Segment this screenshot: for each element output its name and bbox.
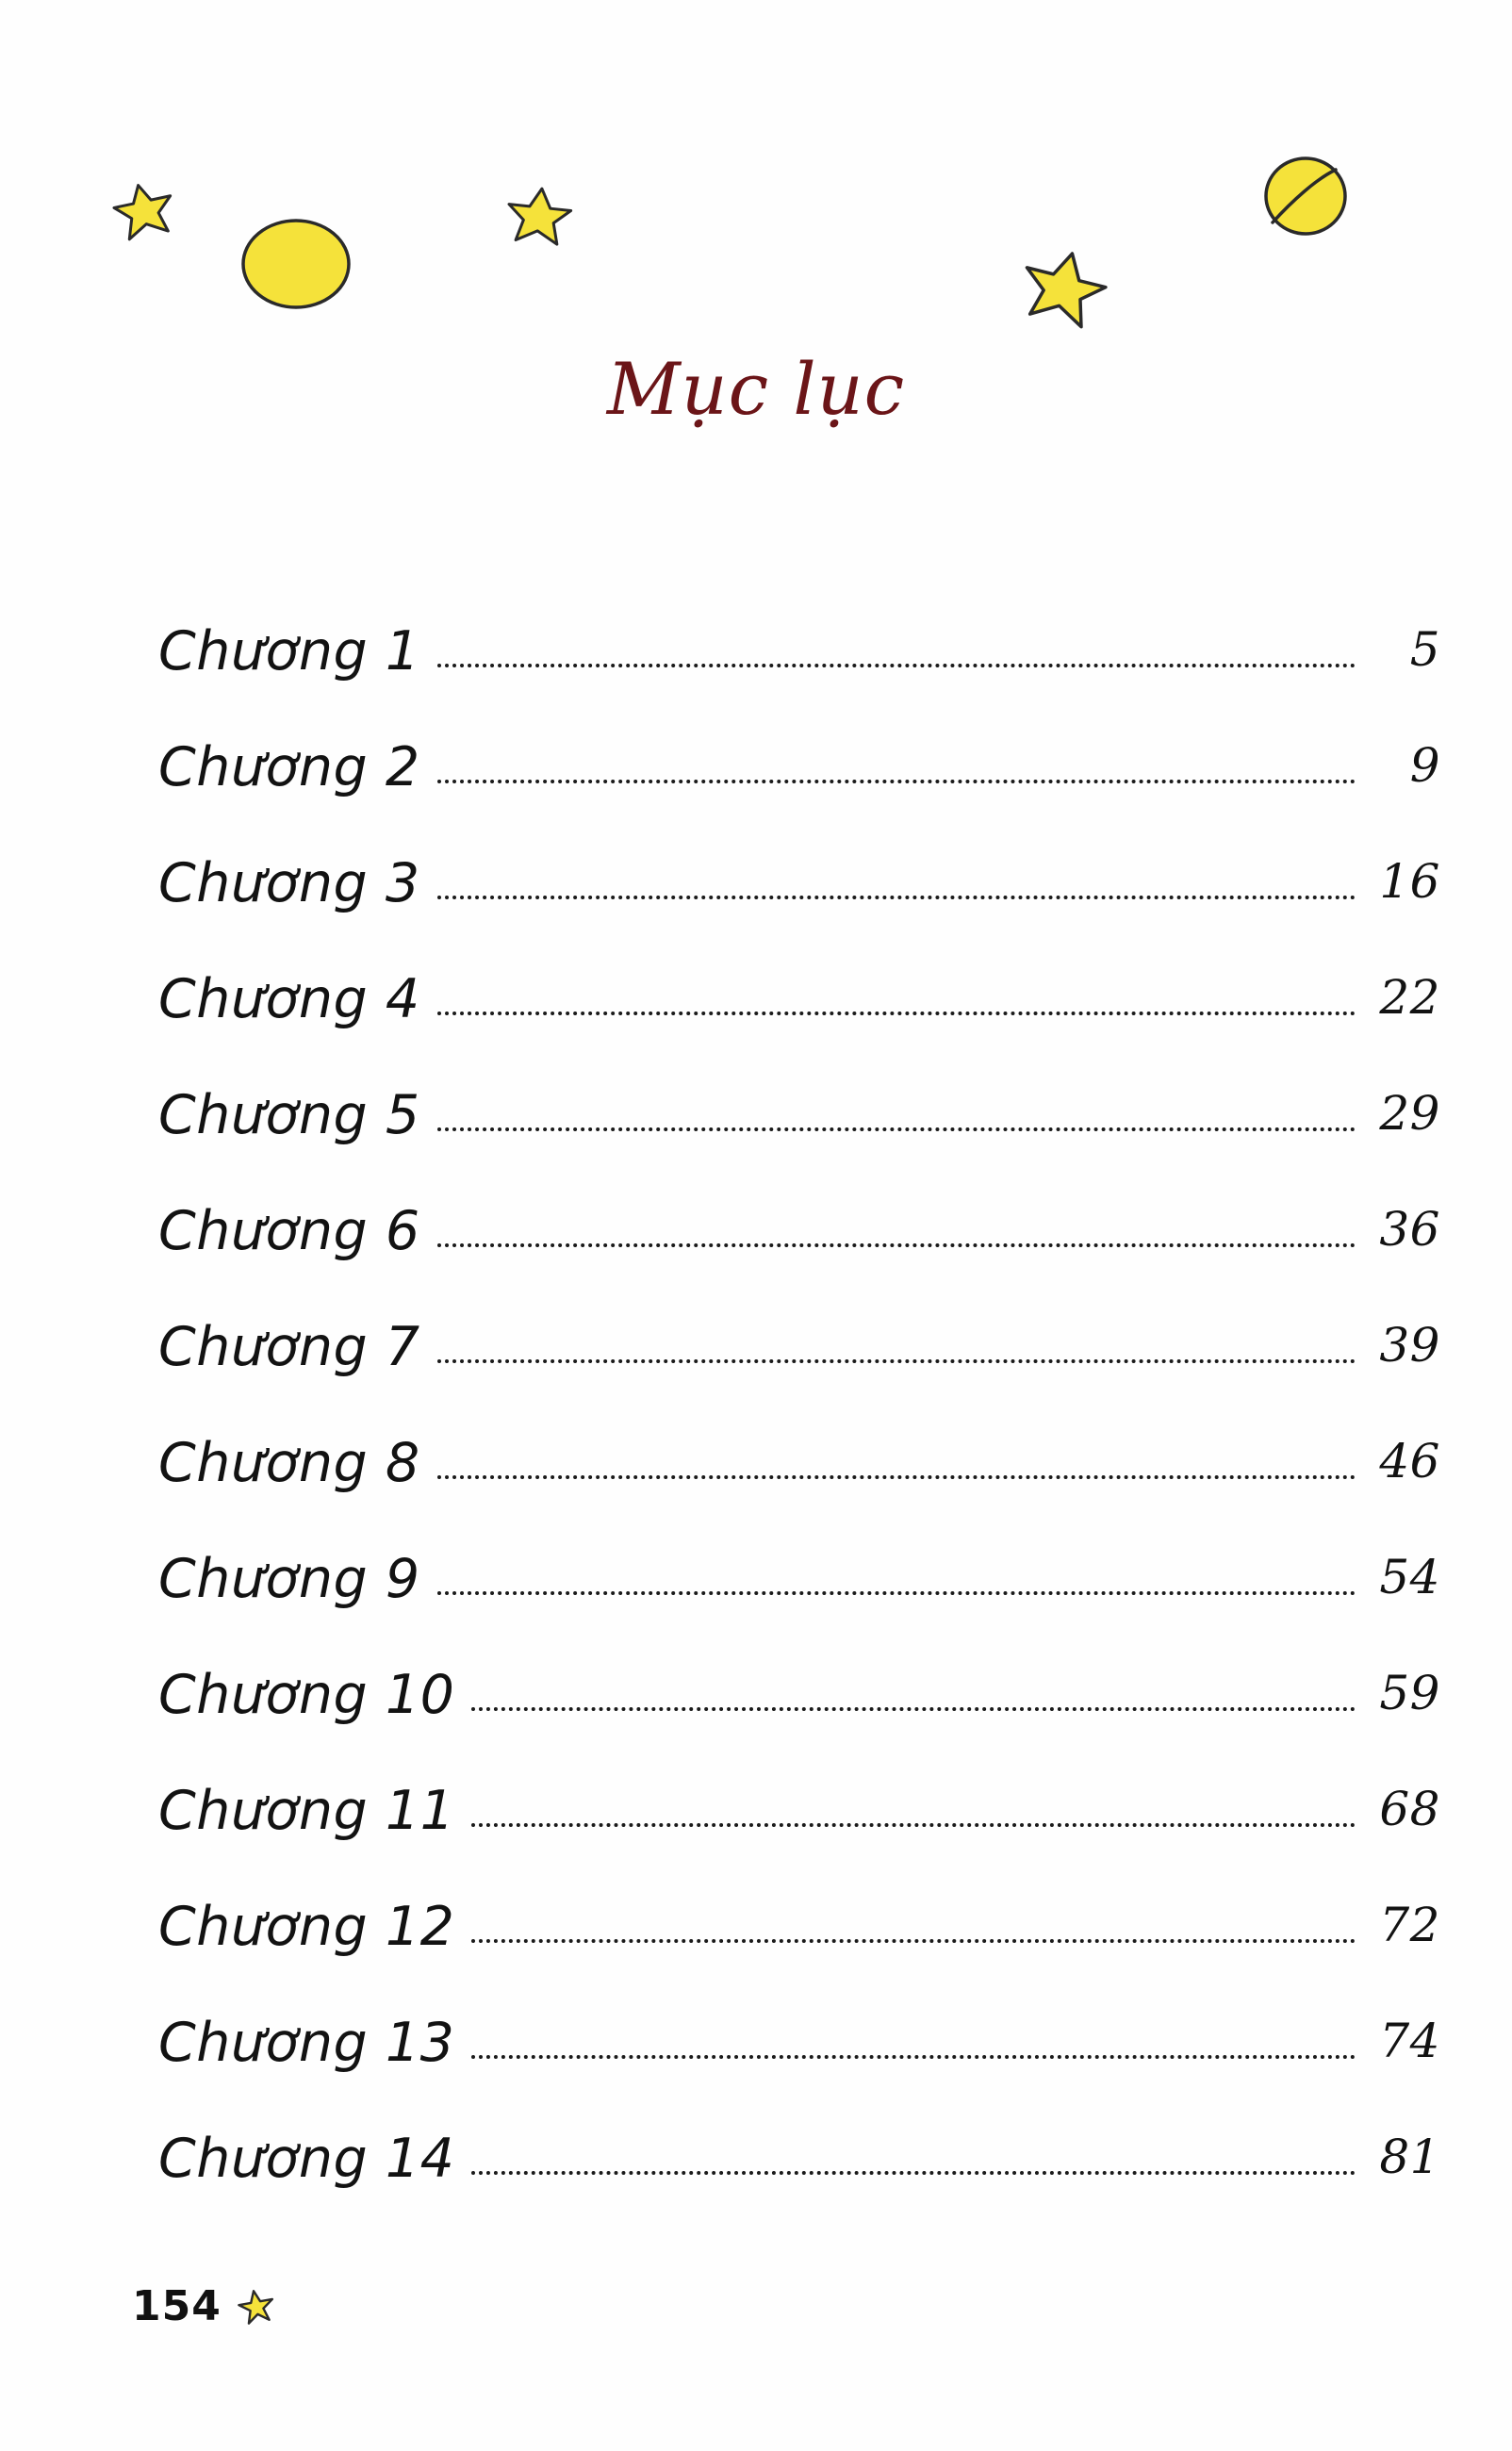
toc-entry-page: 72 (1379, 1898, 1440, 1952)
toc-leader-dots (437, 896, 1356, 899)
toc-leader-dots (471, 1823, 1356, 1827)
small-star-top-right-mid-icon (1016, 244, 1111, 331)
toc-leader-dots (437, 1127, 1356, 1131)
planet-with-ring-top-right-icon (1266, 158, 1345, 234)
toc-entry-label: Chương 3 (158, 852, 420, 914)
toc-entry-page: 68 (1379, 1782, 1440, 1836)
toc-entry-page: 5 (1409, 622, 1440, 677)
small-star-top-center-icon (505, 186, 573, 246)
toc-entry-page: 81 (1379, 2130, 1440, 2184)
toc-entry-7[interactable] (158, 1275, 1440, 1391)
toc-entry-5[interactable] (158, 1044, 1440, 1160)
toc-leader-dots (471, 2171, 1356, 2175)
toc-entry-label: Chương 6 (158, 1200, 420, 1262)
toc-entry-label: Chương 4 (158, 968, 420, 1030)
footer-page-number: 154 (132, 2282, 222, 2330)
toc-leader-dots (437, 780, 1356, 783)
toc-entry-2[interactable] (158, 696, 1440, 812)
toc-leader-dots (471, 1939, 1356, 1943)
large-circle-planet-icon (243, 221, 349, 307)
toc-entry-page: 74 (1379, 2014, 1440, 2068)
toc-entry-8[interactable] (158, 1391, 1440, 1507)
toc-entry-label: Chương 11 (158, 1780, 455, 1842)
toc-entry-13[interactable] (158, 1971, 1440, 2087)
toc-entry-page: 54 (1379, 1550, 1440, 1604)
toc-leader-dots (437, 664, 1356, 667)
toc-leader-dots (437, 1243, 1356, 1247)
toc-entry-1[interactable] (158, 580, 1440, 696)
toc-leader-dots (437, 1475, 1356, 1479)
footer-star-icon (235, 2285, 278, 2328)
toc-entry-page: 9 (1409, 738, 1440, 793)
toc-entry-14[interactable] (158, 2087, 1440, 2203)
toc-entry-9[interactable] (158, 1507, 1440, 1623)
toc-entry-label: Chương 14 (158, 2128, 455, 2190)
toc-entry-label: Chương 10 (158, 1664, 455, 1726)
toc-entry-page: 22 (1379, 970, 1440, 1025)
page-title-container (0, 347, 1512, 431)
toc-entry-label: Chương 12 (158, 1896, 455, 1958)
toc-entry-label: Chương 1 (158, 620, 420, 683)
toc-entry-11[interactable] (158, 1739, 1440, 1855)
toc-leader-dots (471, 2055, 1356, 2059)
toc-entry-10[interactable] (158, 1623, 1440, 1739)
toc-entry-label: Chương 7 (158, 1316, 420, 1378)
table-of-contents (158, 580, 1440, 2203)
page-footer (132, 2282, 278, 2330)
toc-entry-label: Chương 13 (158, 2012, 455, 2074)
toc-entry-12[interactable] (158, 1855, 1440, 1971)
toc-entry-page: 59 (1379, 1666, 1440, 1720)
toc-entry-page: 36 (1379, 1202, 1440, 1257)
toc-entry-page: 46 (1379, 1434, 1440, 1489)
toc-leader-dots (437, 1591, 1356, 1595)
toc-entry-label: Chương 5 (158, 1084, 420, 1146)
decoration-layer (0, 0, 1512, 377)
page-title: Mục lục (606, 347, 906, 431)
toc-entry-page: 16 (1379, 854, 1440, 909)
toc-entry-page: 29 (1379, 1086, 1440, 1141)
toc-entry-page: 39 (1379, 1318, 1440, 1373)
small-star-top-left-icon (110, 179, 177, 241)
toc-entry-label: Chương 8 (158, 1432, 420, 1494)
toc-entry-6[interactable] (158, 1160, 1440, 1275)
toc-leader-dots (437, 1359, 1356, 1363)
toc-entry-label: Chương 9 (158, 1548, 420, 1610)
toc-leader-dots (471, 1707, 1356, 1711)
toc-entry-label: Chương 2 (158, 736, 420, 798)
toc-entry-4[interactable] (158, 928, 1440, 1044)
toc-entry-3[interactable] (158, 812, 1440, 928)
toc-leader-dots (437, 1012, 1356, 1015)
